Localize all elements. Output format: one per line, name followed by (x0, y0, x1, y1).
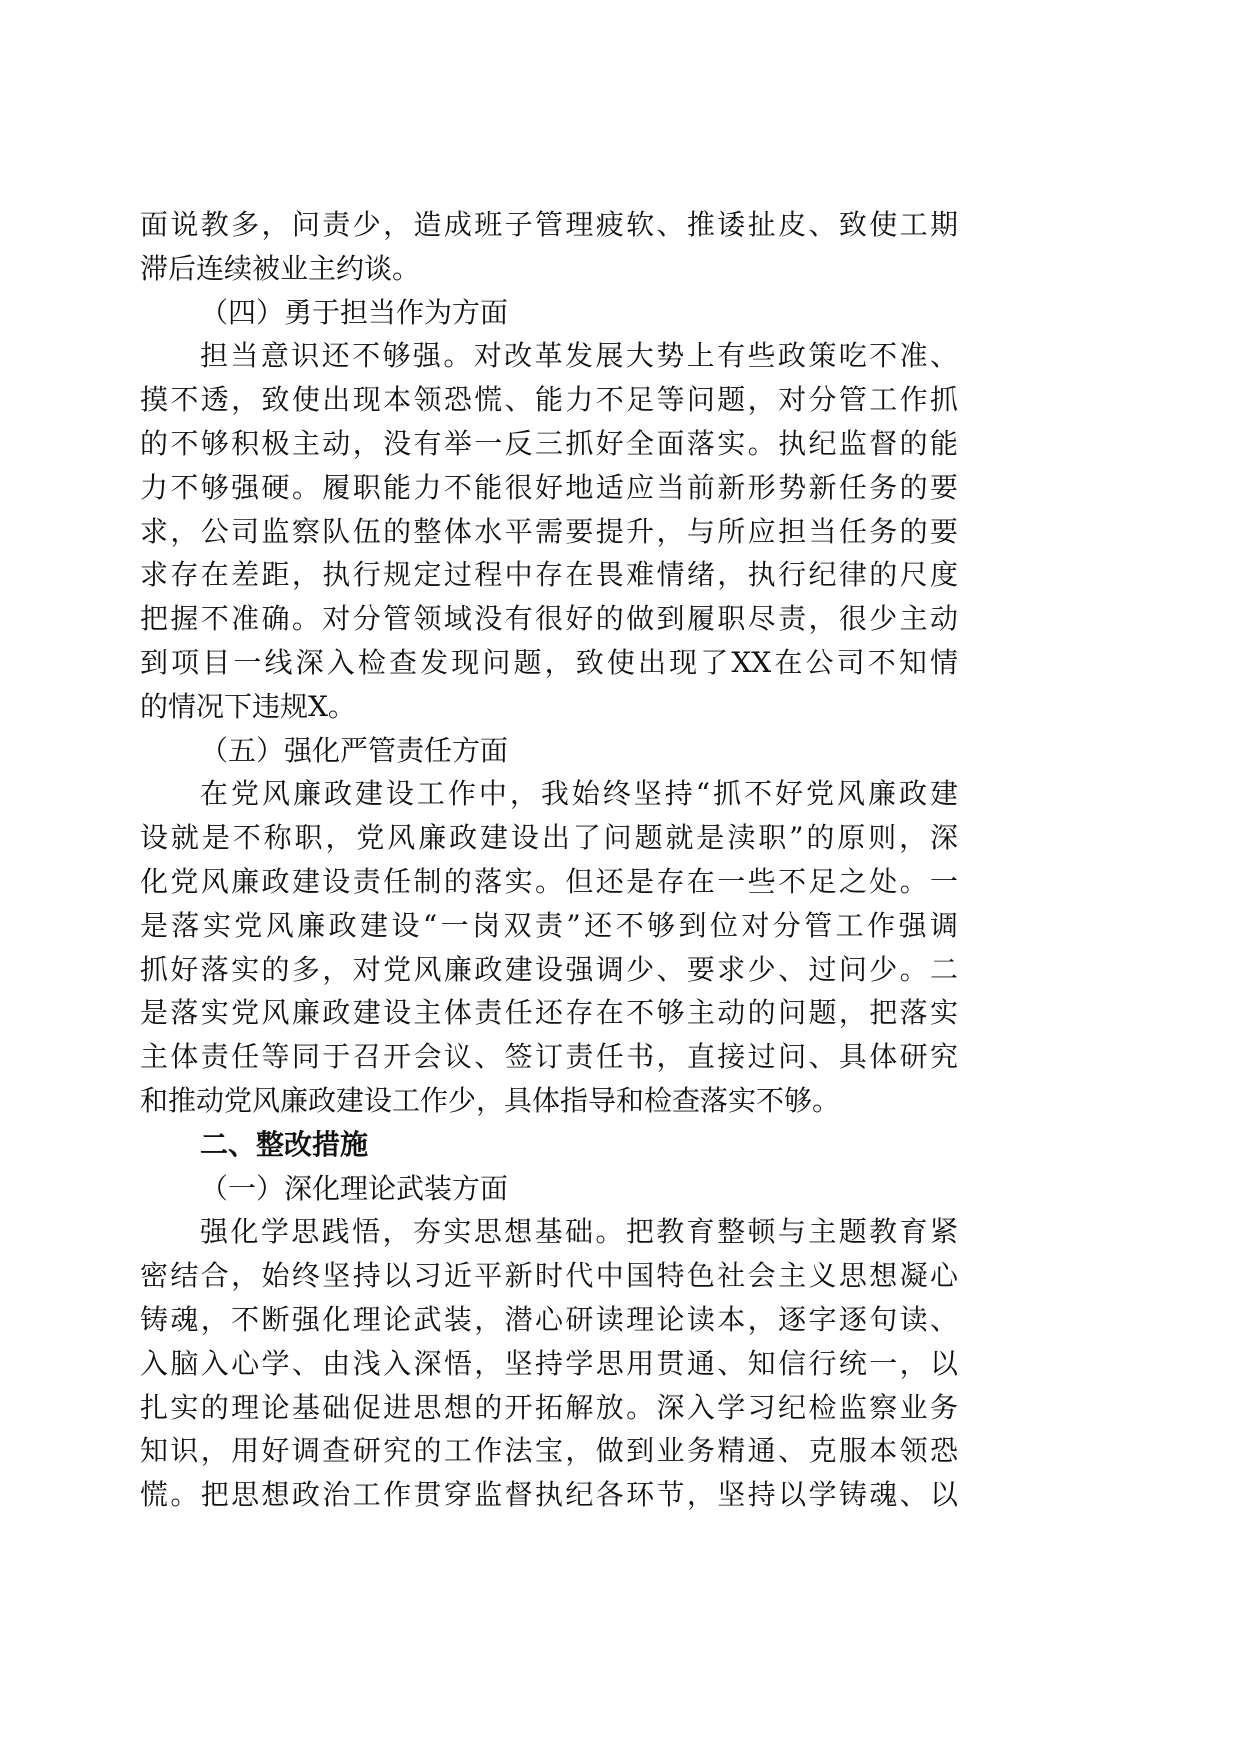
text-line: 和推动党风廉政建设工作少，具体指导和检查落实不够。 (140, 1083, 841, 1117)
text-line: 面说教多，问责少，造成班子管理疲软、推诿扯皮、致使工期 (140, 208, 958, 241)
text-line: 入脑入心学、由浅入深悟，坚持学思用贯通、知信行统一，以 (140, 1346, 958, 1380)
paragraph (140, 1210, 958, 1517)
text-line: 设就是不称职，党风廉政建设出了问题就是渎职”的原则，深 (140, 821, 958, 855)
section-subheading: （五）强化严管责任方面 (200, 733, 509, 767)
text-line: 是落实党风廉政建设“一岗双责”还不够到位对分管工作强调 (140, 908, 958, 942)
text-line: 摸不透，致使出现本领恐慌、能力不足等问题，对分管工作抓 (140, 383, 958, 417)
text-line: 求存在差距，执行规定过程中存在畏难情绪，执行纪律的尺度 (140, 558, 958, 592)
text-line: 担当意识还不够强。对改革发展大势上有些政策吃不准、 (200, 339, 958, 373)
text-line: 的不够积极主动，没有举一反三抓好全面落实。执纪监督的能 (140, 426, 958, 460)
text-line: 把握不准确。对分管领域没有很好的做到履职尽责，很少主动 (140, 602, 958, 636)
text-line: 主体责任等同于召开会议、签订责任书，直接过问、具体研究 (140, 1040, 958, 1074)
text-line: 求，公司监察队伍的整体水平需要提升，与所应担当任务的要 (140, 514, 958, 548)
text-line: 化党风廉政建设责任制的落实。但还是存在一些不足之处。一 (140, 864, 958, 898)
text-line: 密结合，始终坚持以习近平新时代中国特色社会主义思想凝心 (140, 1259, 958, 1293)
section-subheading: （四）勇于担当作为方面 (200, 295, 509, 329)
paragraph (140, 772, 958, 1122)
section-heading: 二、整改措施 (200, 1127, 369, 1161)
text-line: 力不够强硬。履职能力不能很好地适应当前新形势新任务的要 (140, 470, 958, 504)
text-line: 滞后连续被业主约谈。 (140, 251, 421, 285)
text-line: 铸魂，不断强化理论武装，潜心研读理论读本，逐字逐句读、 (140, 1302, 958, 1336)
text-line: 在党风廉政建设工作中，我始终坚持“抓不好党风廉政建 (200, 777, 958, 811)
text-line: 的情况下违规X。 (140, 689, 356, 723)
text-line: 知识，用好调查研究的工作法宝，做到业务精通、克服本领恐 (140, 1434, 958, 1468)
text-line: 是落实党风廉政建设主体责任还存在不够主动的问题，把落实 (140, 996, 958, 1030)
paragraph (140, 203, 958, 291)
text-line: 强化学思践悟，夯实思想基础。把教育整顿与主题教育紧 (200, 1215, 958, 1249)
paragraph (140, 334, 958, 728)
text-line: 到项目一线深入检查发现问题，致使出现了XX在公司不知情 (140, 645, 958, 679)
document-body (140, 203, 958, 1517)
text-line: 扎实的理论基础促进思想的开拓解放。深入学习纪检监察业务 (140, 1390, 958, 1424)
section-subheading: （一）深化理论武装方面 (200, 1171, 509, 1205)
text-line: 慌。把思想政治工作贯穿监督执纪各环节，坚持以学铸魂、以 (140, 1478, 958, 1512)
text-line: 抓好落实的多，对党风廉政建设强调少、要求少、过问少。二 (140, 952, 958, 986)
